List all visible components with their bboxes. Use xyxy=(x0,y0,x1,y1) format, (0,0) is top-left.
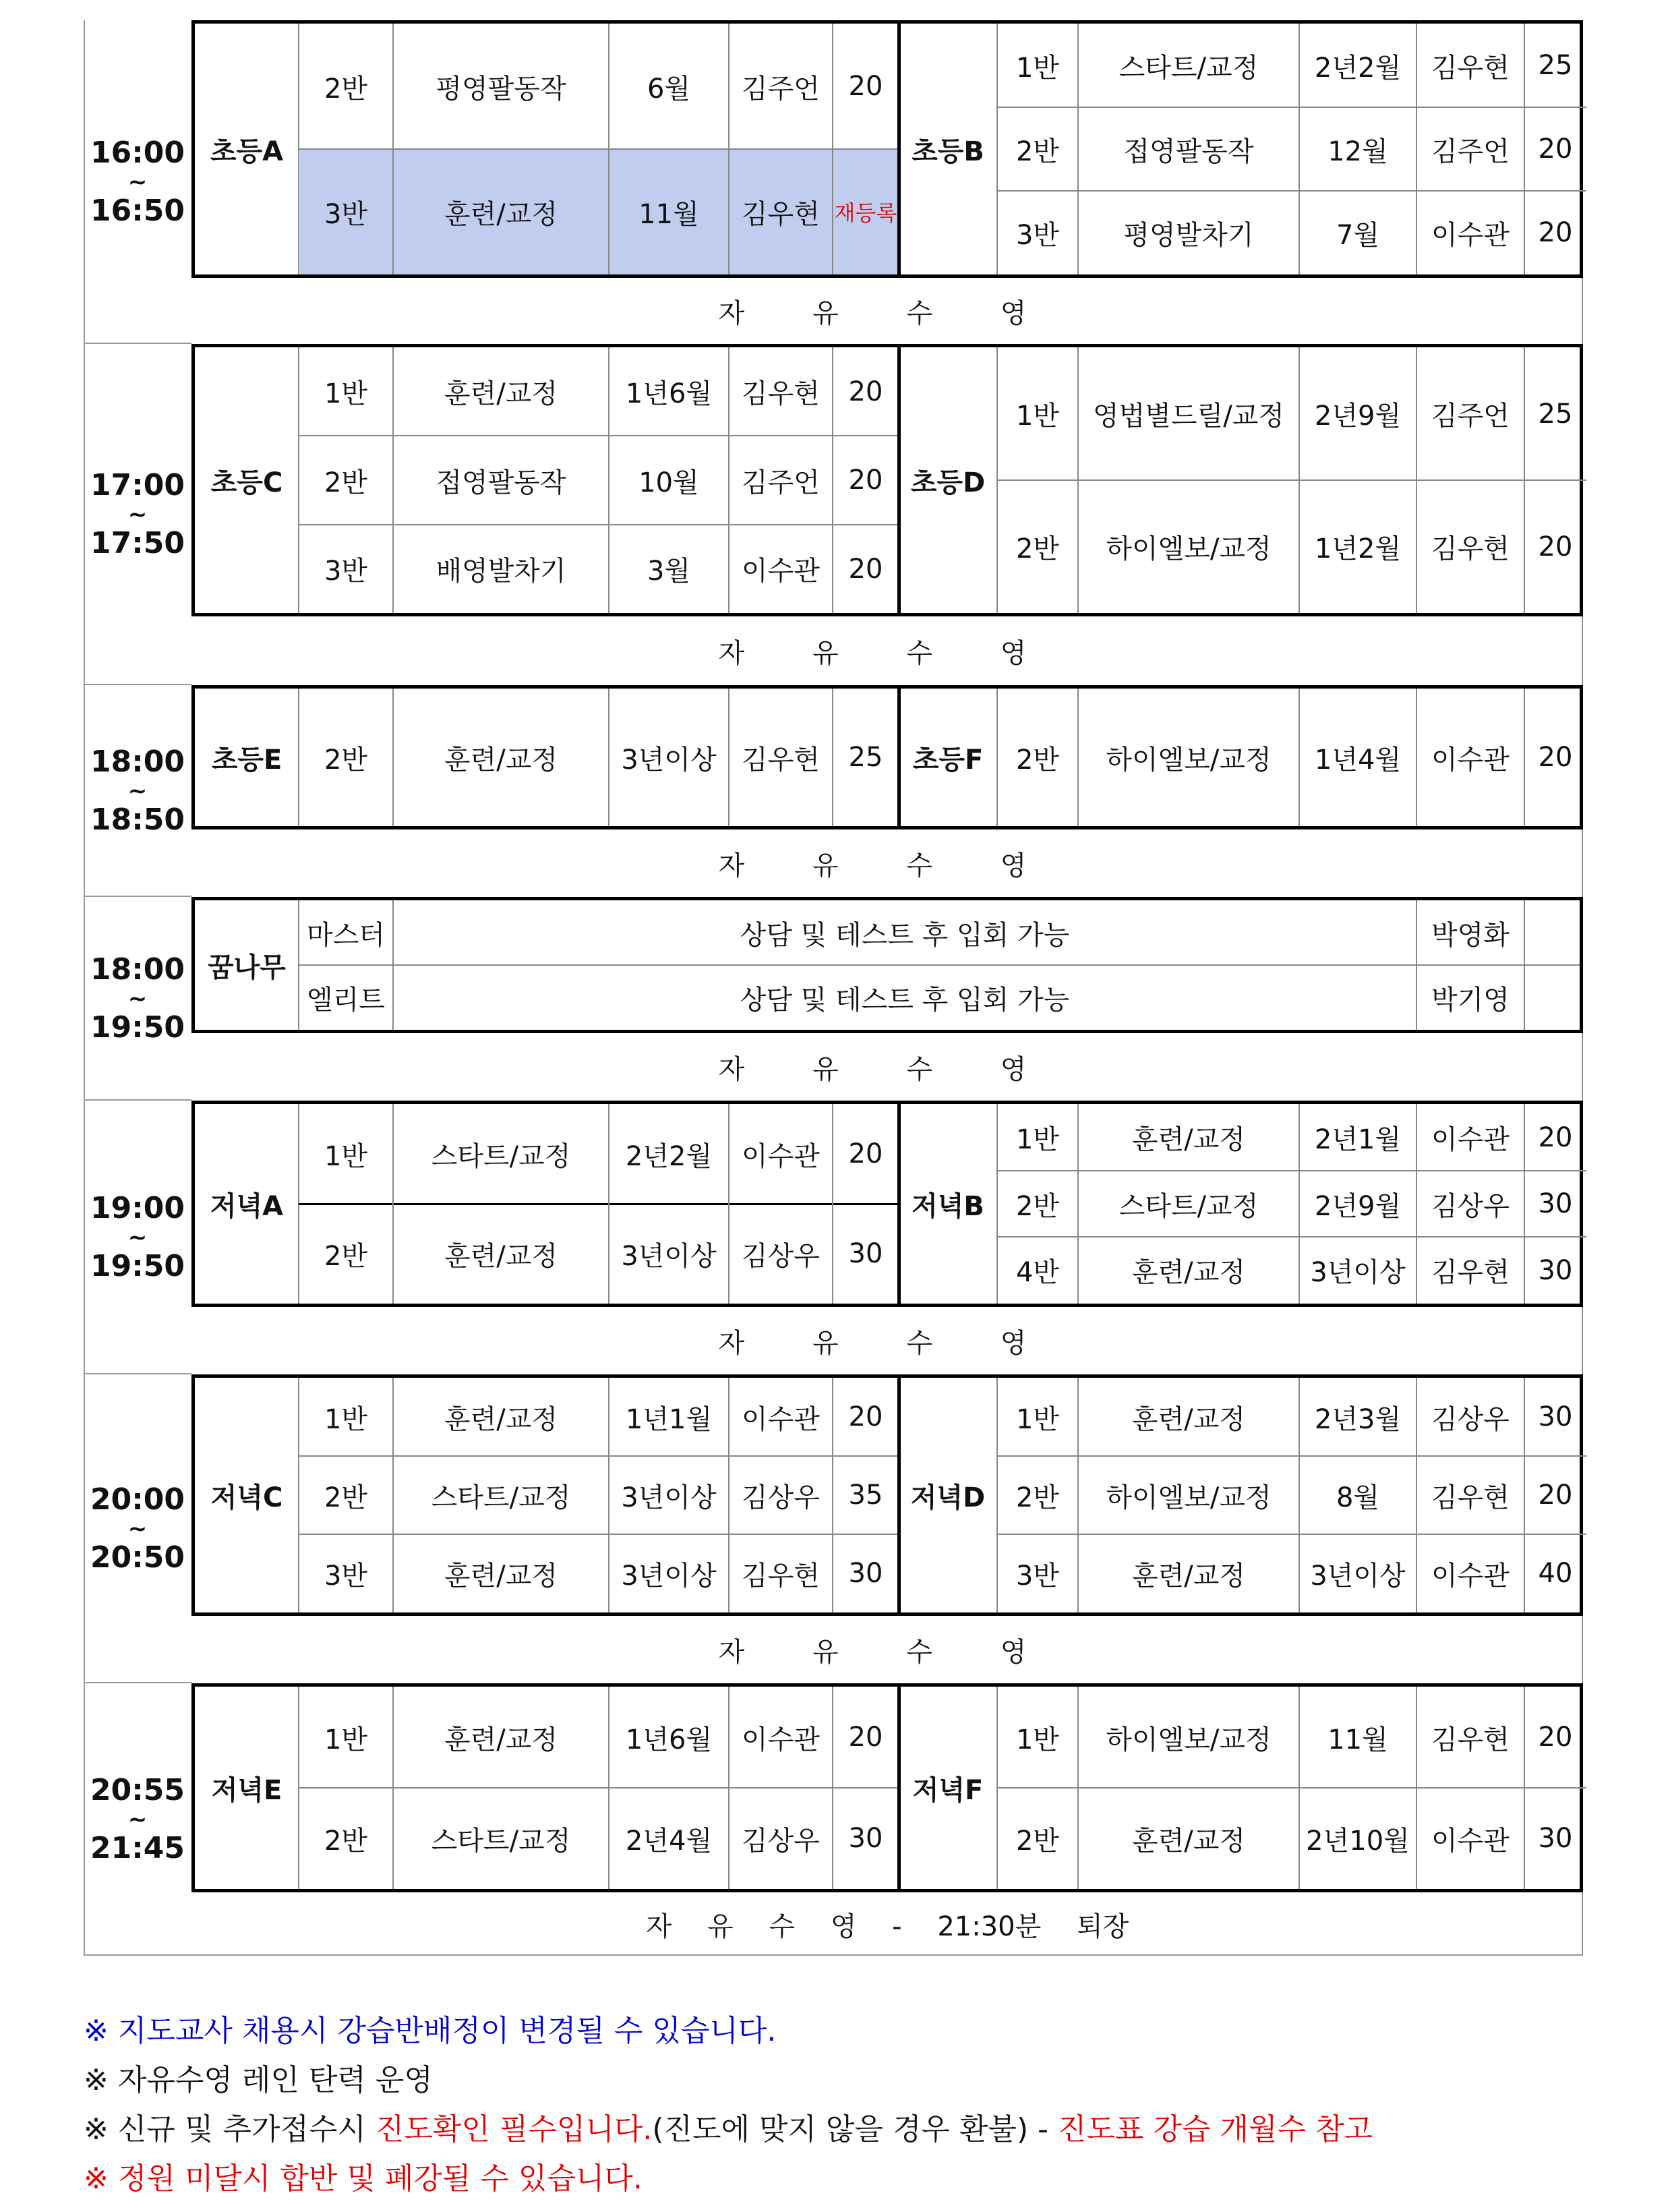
column-divider xyxy=(608,1687,609,1889)
teacher-name: 김우현 xyxy=(1431,1724,1510,1755)
group-label: 초등C xyxy=(210,467,283,498)
lesson-level: 2년9월 xyxy=(1314,401,1402,432)
column-divider xyxy=(1416,24,1417,274)
lesson-level: 7월 xyxy=(1336,219,1380,251)
teacher-name: 김상우 xyxy=(1431,1190,1510,1222)
time-separator: ~ xyxy=(127,501,148,528)
column-divider xyxy=(1298,1378,1300,1612)
class-name: 3반 xyxy=(1015,219,1060,251)
column-divider xyxy=(1298,24,1300,274)
column-divider xyxy=(1524,900,1525,1030)
lesson-content: 훈련/교정 xyxy=(444,1240,558,1272)
group-label: 초등B xyxy=(912,136,984,167)
teacher-name: 김상우 xyxy=(742,1240,820,1272)
lesson-level: 3년이상 xyxy=(621,1482,717,1513)
teacher-name: 김우현 xyxy=(742,1560,820,1592)
note-merge: ※ 정원 미달시 합반 및 폐강될 수 있습니다. xyxy=(84,2161,643,2196)
end-time: 17:50 xyxy=(90,526,185,560)
column-divider xyxy=(1077,689,1079,826)
free-swim-label: 자 유 수 영 xyxy=(718,1636,1056,1668)
column-divider xyxy=(1524,1687,1525,1889)
time-divider xyxy=(84,684,191,685)
lesson-level: 2년10월 xyxy=(1306,1825,1410,1857)
column-divider xyxy=(728,24,729,274)
time-separator: ~ xyxy=(127,1224,148,1251)
session-block xyxy=(191,344,1583,616)
teacher-name: 김우현 xyxy=(1431,52,1510,84)
teacher-name: 박영화 xyxy=(1431,919,1510,951)
teacher-name: 김우현 xyxy=(729,149,833,274)
lesson-content: 하이엘보/교정 xyxy=(1106,744,1272,776)
lesson-level: 10월 xyxy=(638,467,699,498)
lesson-level: 1년1월 xyxy=(625,1403,713,1435)
teacher-name: 이수관 xyxy=(742,1724,820,1755)
row-divider xyxy=(997,190,1586,192)
class-name: 1반 xyxy=(1015,401,1060,432)
column-divider xyxy=(728,689,729,826)
time-divider xyxy=(84,1682,191,1683)
column-divider xyxy=(1298,347,1300,613)
column-divider xyxy=(392,347,394,613)
row-divider xyxy=(299,1534,899,1535)
class-name: 1반 xyxy=(324,1403,368,1435)
class-name: 2반 xyxy=(1015,533,1060,564)
column-divider xyxy=(1077,347,1079,613)
session-time xyxy=(84,20,191,344)
class-name: 1반 xyxy=(324,1724,368,1755)
lesson-content: 훈련/교정 xyxy=(444,1403,558,1435)
end-time: 19:50 xyxy=(90,1010,185,1045)
column-divider xyxy=(1416,1104,1417,1304)
session-block xyxy=(191,897,1583,1033)
session-grid xyxy=(195,24,1580,274)
lesson-level: 1년6월 xyxy=(625,1724,713,1755)
column-divider xyxy=(1524,24,1525,274)
column-divider xyxy=(1416,1687,1417,1889)
lesson-content: 하이엘보/교정 xyxy=(1106,1724,1272,1755)
class-name: 2반 xyxy=(324,73,368,105)
column-divider xyxy=(1416,1378,1417,1612)
row-divider xyxy=(997,1534,1586,1535)
column-divider xyxy=(608,24,609,274)
teacher-name: 김주언 xyxy=(742,73,820,105)
column-divider xyxy=(1416,689,1417,826)
lesson-content: 훈련/교정 xyxy=(444,1724,558,1755)
group-label: 저녁E xyxy=(211,1774,282,1806)
row-divider xyxy=(299,148,899,150)
capacity: 20 xyxy=(1538,742,1573,773)
column-divider xyxy=(392,1104,394,1304)
column-divider xyxy=(832,1687,833,1889)
session-grid xyxy=(195,689,1580,826)
lesson-level: 2년9월 xyxy=(1314,1190,1402,1222)
lesson-content: 상담 및 테스트 후 입회 가능 xyxy=(740,919,1070,951)
teacher-name: 이수관 xyxy=(1431,744,1510,776)
row-divider xyxy=(997,1787,1586,1788)
teacher-name: 박기영 xyxy=(1431,984,1510,1016)
column-divider xyxy=(608,347,609,613)
start-time: 20:55 xyxy=(90,1773,185,1807)
column-divider xyxy=(1077,1378,1079,1612)
column-divider xyxy=(1416,900,1417,1030)
lesson-content: 영법별드릴/교정 xyxy=(1093,401,1284,432)
teacher-name: 이수관 xyxy=(742,1140,820,1172)
lesson-level: 2년3월 xyxy=(1314,1403,1402,1435)
free-swim-label: 자 유 수 영 - 21:30분 퇴장 xyxy=(645,1911,1129,1942)
session-time xyxy=(84,1101,191,1374)
lesson-content: 평영발차기 xyxy=(1123,219,1254,251)
time-divider xyxy=(84,896,191,897)
teacher-name: 이수관 xyxy=(1431,219,1510,251)
start-time: 17:00 xyxy=(90,468,185,502)
capacity: 30 xyxy=(1538,1254,1573,1286)
teacher-name: 김우현 xyxy=(1431,533,1510,564)
lesson-content: 훈련/교정 xyxy=(444,1560,558,1592)
class-name: 3반 xyxy=(324,1560,368,1592)
class-name: 2반 xyxy=(1015,136,1060,167)
start-time: 18:00 xyxy=(90,745,185,779)
row-divider xyxy=(997,1236,1586,1238)
session-time xyxy=(84,344,191,685)
column-divider xyxy=(392,689,394,826)
capacity: 20 xyxy=(1538,134,1573,165)
lesson-content: 접영팔동작 xyxy=(1123,136,1254,167)
session-time xyxy=(84,1374,191,1683)
column-divider xyxy=(392,1378,394,1612)
group-label: 초등D xyxy=(910,467,986,498)
class-name: 2반 xyxy=(1015,1482,1060,1513)
capacity: 30 xyxy=(1538,1401,1573,1432)
row-divider xyxy=(299,1203,899,1205)
time-divider xyxy=(84,343,191,344)
row-divider xyxy=(299,1787,899,1788)
group-label: 초등A xyxy=(210,136,284,167)
lesson-level: 11월 xyxy=(609,149,729,274)
class-name: 2반 xyxy=(1015,744,1060,776)
lesson-level: 2년1월 xyxy=(1314,1124,1402,1155)
lesson-level: 1년4월 xyxy=(1314,744,1402,776)
teacher-name: 이수관 xyxy=(742,556,820,587)
column-divider xyxy=(728,1378,729,1612)
capacity: 20 xyxy=(848,553,883,585)
session-grid xyxy=(195,900,1580,1030)
teacher-name: 김우현 xyxy=(742,378,820,409)
lesson-level: 2년2월 xyxy=(625,1140,713,1172)
teacher-name: 김우현 xyxy=(742,744,820,776)
class-name: 1반 xyxy=(1015,52,1060,84)
class-name: 2반 xyxy=(324,744,368,776)
class-name: 1반 xyxy=(1015,1124,1060,1155)
lesson-level: 3년이상 xyxy=(1310,1257,1406,1288)
lesson-content: 하이엘보/교정 xyxy=(1106,533,1272,564)
end-time: 16:50 xyxy=(90,194,185,228)
column-divider xyxy=(1298,1687,1300,1889)
column-divider xyxy=(608,1378,609,1612)
group-label: 저녁B xyxy=(912,1190,984,1222)
teacher-name: 이수관 xyxy=(1431,1825,1510,1857)
time-separator: ~ xyxy=(127,169,148,196)
session-grid xyxy=(195,347,1580,613)
capacity: 20 xyxy=(1538,217,1573,248)
time-separator: ~ xyxy=(127,1515,148,1542)
session-block xyxy=(191,1101,1583,1307)
free-swim-label: 자 유 수 영 xyxy=(718,637,1056,669)
column-divider xyxy=(392,900,394,1030)
teacher-name: 김주언 xyxy=(1431,401,1510,432)
capacity: 20 xyxy=(1538,1722,1573,1753)
class-name: 2반 xyxy=(1015,1825,1060,1857)
lesson-content: 스타트/교정 xyxy=(431,1140,571,1172)
capacity: 25 xyxy=(1538,398,1573,430)
lesson-level: 1년2월 xyxy=(1314,533,1402,564)
column-divider xyxy=(1077,1104,1079,1304)
group-label: 저녁A xyxy=(210,1190,284,1222)
column-divider xyxy=(728,1104,729,1304)
column-divider xyxy=(832,1104,833,1304)
class-name: 마스터 xyxy=(307,919,385,951)
row-divider xyxy=(997,107,1586,108)
row-divider xyxy=(299,1455,899,1457)
class-name: 3반 xyxy=(324,556,368,587)
lesson-content: 스타트/교정 xyxy=(1118,1190,1259,1222)
lesson-content: 배영발차기 xyxy=(436,556,566,587)
row-divider xyxy=(299,435,899,436)
time-separator: ~ xyxy=(127,985,148,1012)
note-lane: ※ 자유수영 레인 탄력 운영 xyxy=(84,2063,433,2097)
capacity: 재등록 xyxy=(833,149,899,274)
free-swim-label: 자 유 수 영 xyxy=(718,1327,1056,1359)
class-name: 1반 xyxy=(1015,1724,1060,1755)
column-divider xyxy=(1416,347,1417,613)
capacity: 25 xyxy=(1538,50,1573,81)
column-divider xyxy=(832,689,833,826)
group-label: 초등E xyxy=(211,744,282,776)
lesson-level: 3년이상 xyxy=(1310,1560,1406,1592)
lesson-content: 훈련/교정 xyxy=(1131,1560,1246,1592)
lesson-content: 훈련/교정 xyxy=(1131,1403,1246,1435)
teacher-name: 김상우 xyxy=(742,1825,820,1857)
capacity: 30 xyxy=(848,1823,883,1854)
column-divider xyxy=(1524,347,1525,613)
session-grid xyxy=(195,1104,1580,1304)
start-time: 16:00 xyxy=(90,136,185,170)
class-name: 2반 xyxy=(324,1825,368,1857)
end-time: 18:50 xyxy=(90,803,185,837)
column-divider xyxy=(1524,1378,1525,1612)
column-divider xyxy=(832,24,833,274)
class-name: 2반 xyxy=(324,1482,368,1513)
time-separator: ~ xyxy=(127,1806,148,1833)
row-divider xyxy=(299,524,899,525)
lesson-content: 하이엘보/교정 xyxy=(1106,1482,1272,1513)
lesson-level: 3년이상 xyxy=(621,1560,717,1592)
lesson-level: 3년이상 xyxy=(621,1240,717,1272)
session-grid xyxy=(195,1687,1580,1889)
capacity: 20 xyxy=(848,465,883,496)
group-label: 저녁C xyxy=(210,1482,283,1513)
time-divider xyxy=(84,1373,191,1374)
teacher-name: 김상우 xyxy=(742,1482,820,1513)
teacher-name: 이수관 xyxy=(1431,1124,1510,1155)
row-divider xyxy=(997,1170,1586,1171)
class-name: 2반 xyxy=(324,467,368,498)
session-time xyxy=(84,1683,191,1956)
class-name: 1반 xyxy=(324,1140,368,1172)
session-block xyxy=(191,685,1583,830)
column-divider xyxy=(392,24,394,274)
start-time: 18:00 xyxy=(90,952,185,987)
start-time: 19:00 xyxy=(90,1191,185,1225)
class-name: 엘리트 xyxy=(307,984,385,1016)
lesson-level: 2년4월 xyxy=(625,1825,713,1857)
note-progress: ※ 신규 및 추가접수시 진도확인 필수입니다.(진도에 맞지 않을 경우 환불) - 진도표 강습 개월수 참고 xyxy=(84,2112,1373,2147)
column-divider xyxy=(832,347,833,613)
class-name: 4반 xyxy=(1015,1257,1060,1288)
end-time: 19:50 xyxy=(90,1249,185,1283)
session-time xyxy=(84,685,191,897)
free-swim-label: 자 유 수 영 xyxy=(718,297,1056,329)
lesson-level: 6월 xyxy=(647,73,691,105)
lesson-level: 3월 xyxy=(647,556,691,587)
capacity: 30 xyxy=(848,1558,883,1589)
capacity: 20 xyxy=(848,1138,883,1169)
lesson-level: 2년2월 xyxy=(1314,52,1402,84)
class-name: 2반 xyxy=(1015,1190,1060,1222)
column-divider xyxy=(1077,1687,1079,1889)
session-block xyxy=(191,20,1583,278)
capacity: 35 xyxy=(848,1480,883,1511)
lesson-content: 훈련/교정 xyxy=(444,744,558,776)
teacher-name: 이수관 xyxy=(1431,1560,1510,1592)
lesson-level: 3년이상 xyxy=(621,744,717,776)
teacher-name: 김주언 xyxy=(742,467,820,498)
teacher-name: 김우현 xyxy=(1431,1257,1510,1288)
start-time: 20:00 xyxy=(90,1482,185,1517)
class-name: 3반 xyxy=(1015,1560,1060,1592)
time-separator: ~ xyxy=(127,778,148,805)
class-name: 2반 xyxy=(324,1240,368,1272)
column-divider xyxy=(608,689,609,826)
capacity: 40 xyxy=(1538,1558,1573,1589)
lesson-content: 훈련/교정 xyxy=(1131,1124,1246,1155)
class-name: 1반 xyxy=(324,378,368,409)
end-time: 20:50 xyxy=(90,1540,185,1575)
column-divider xyxy=(608,1104,609,1304)
session-block xyxy=(191,1374,1583,1616)
column-divider xyxy=(1298,1104,1300,1304)
teacher-name: 김우현 xyxy=(1431,1482,1510,1513)
lesson-level: 1년6월 xyxy=(625,378,713,409)
session-grid xyxy=(195,1378,1580,1612)
group-label: 꿈나무 xyxy=(208,952,286,983)
capacity: 30 xyxy=(1538,1188,1573,1219)
teacher-name: 이수관 xyxy=(742,1403,820,1435)
lesson-content: 훈련/교정 xyxy=(444,378,558,409)
group-label: 초등F xyxy=(912,744,984,776)
group-label: 저녁D xyxy=(910,1482,986,1513)
column-divider xyxy=(728,1687,729,1889)
lesson-content: 스타트/교정 xyxy=(1118,52,1259,84)
class-name: 3반 xyxy=(299,149,393,274)
group-label: 저녁F xyxy=(912,1774,984,1806)
capacity: 30 xyxy=(1538,1823,1573,1854)
session-time xyxy=(84,897,191,1101)
row-divider xyxy=(997,479,1586,481)
capacity: 20 xyxy=(1538,1480,1573,1511)
lesson-content: 훈련/교정 xyxy=(1131,1257,1246,1288)
column-divider xyxy=(1524,689,1525,826)
column-divider xyxy=(392,1687,394,1889)
session-block xyxy=(191,1683,1583,1892)
lesson-level: 12월 xyxy=(1327,136,1388,167)
capacity: 20 xyxy=(1538,1122,1573,1153)
lesson-level: 11월 xyxy=(1327,1724,1388,1755)
capacity: 30 xyxy=(848,1238,883,1269)
row-divider xyxy=(299,964,1580,966)
capacity: 20 xyxy=(848,71,883,102)
column-divider xyxy=(1524,1104,1525,1304)
capacity: 20 xyxy=(848,376,883,407)
lesson-level: 8월 xyxy=(1336,1482,1380,1513)
lesson-content: 훈련/교정 xyxy=(393,149,609,274)
lesson-content: 접영팔동작 xyxy=(436,467,566,498)
free-swim-label: 자 유 수 영 xyxy=(718,1053,1056,1085)
capacity: 25 xyxy=(848,742,883,773)
capacity: 20 xyxy=(848,1401,883,1432)
lesson-content: 상담 및 테스트 후 입회 가능 xyxy=(740,984,1070,1016)
column-divider xyxy=(832,1378,833,1612)
column-divider xyxy=(1077,24,1079,274)
end-time: 21:45 xyxy=(90,1831,185,1865)
time-divider xyxy=(84,1099,191,1101)
capacity: 20 xyxy=(1538,531,1573,562)
lesson-content: 훈련/교정 xyxy=(1131,1825,1246,1857)
row-divider xyxy=(997,1455,1586,1457)
column-divider xyxy=(1298,689,1300,826)
column-divider xyxy=(728,347,729,613)
capacity: 20 xyxy=(848,1722,883,1753)
note-teacher-change: ※ 지도교사 채용시 강습반배정이 변경될 수 있습니다. xyxy=(84,2014,777,2048)
teacher-name: 김주언 xyxy=(1431,136,1510,167)
teacher-name: 김상우 xyxy=(1431,1403,1510,1435)
lesson-content: 평영팔동작 xyxy=(436,73,566,105)
class-name: 1반 xyxy=(1015,1403,1060,1435)
lesson-content: 스타트/교정 xyxy=(431,1825,571,1857)
free-swim-label: 자 유 수 영 xyxy=(718,850,1056,881)
notes xyxy=(84,2006,1587,2203)
lesson-content: 스타트/교정 xyxy=(431,1482,571,1513)
